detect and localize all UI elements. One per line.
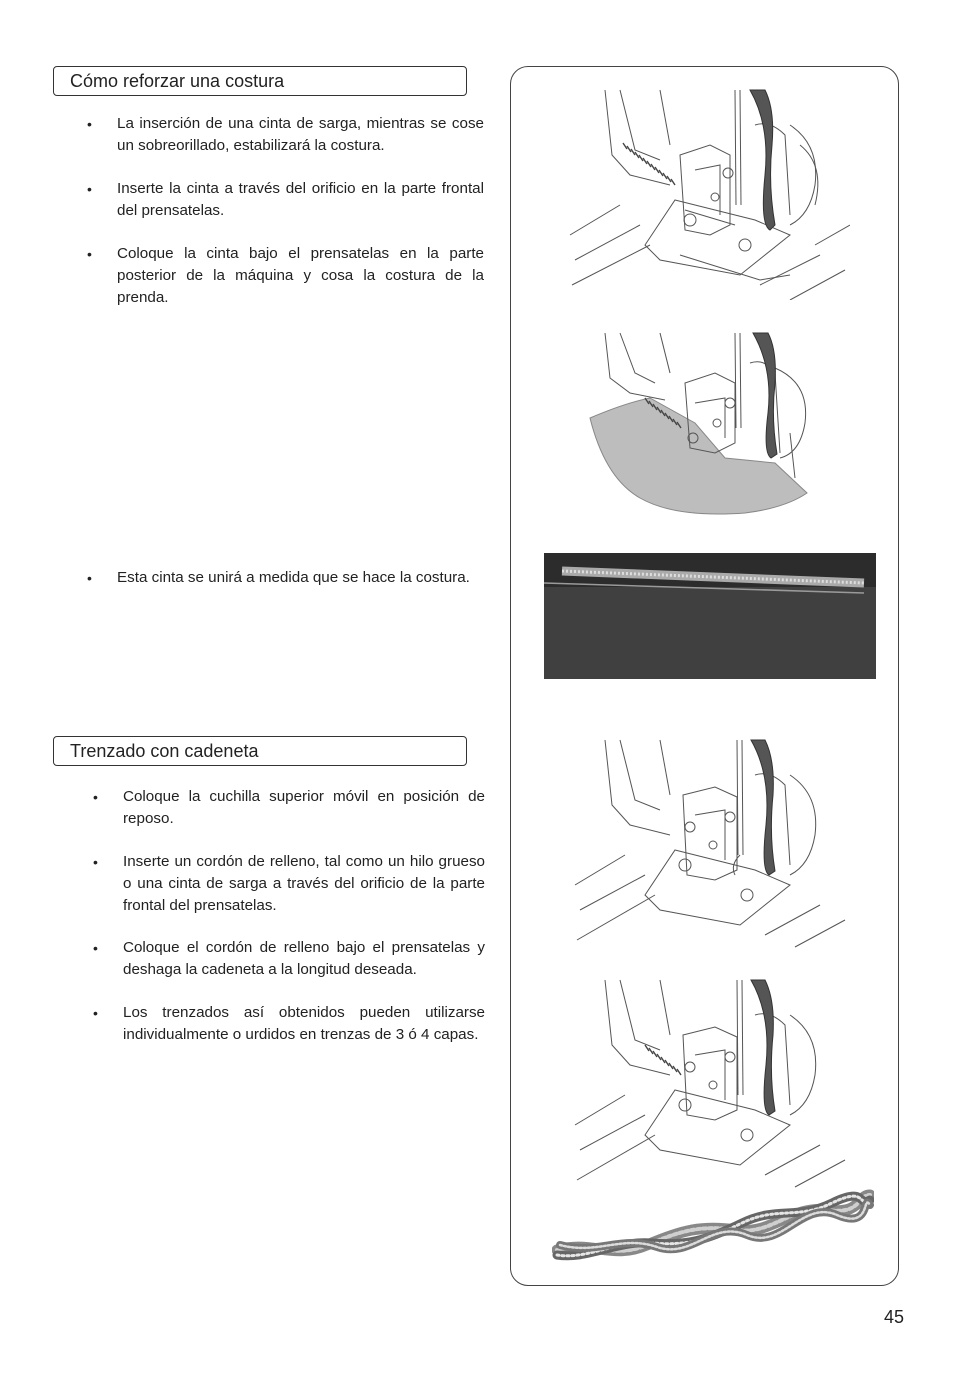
list-item: • Coloque la cinta bajo el prensatelas en la parte posterior de la máquina y cosa la costura de la prenda. [117, 243, 484, 309]
list-item: • Inserte un cordón de relleno, tal como un hilo grueso o una cinta de sarga a través del orificio de la parte frontal del prensatelas. [123, 851, 485, 917]
seam-sewing-illustration [585, 328, 810, 518]
page-number: 45 [884, 1307, 905, 1327]
list-item: • Los trenzados así obtenidos pueden utilizarse individualmente o urdidos en trenzas de 3 ó 4 capas. [123, 1002, 485, 1046]
tape-insertion-illustration [560, 85, 850, 300]
list-item: • Esta cinta se unirá a medida que se hace la costura. [117, 567, 484, 589]
cord-insertion-illustration [565, 735, 850, 950]
finished-braid-illustration [552, 1185, 874, 1270]
finished-seam-photo [544, 553, 876, 679]
list-item: • La inserción de una cinta de sarga, mientras se cose un sobreorillado, estabilizará la costura. [117, 113, 484, 157]
chain-braid-sewing-illustration [565, 975, 850, 1190]
list-item: • Coloque el cordón de relleno bajo el prensatelas y deshaga la cadeneta a la longitud deseada. [123, 937, 485, 981]
section-heading-reinforce-seam: Cómo reforzar una costura [53, 66, 467, 96]
list-item: • Inserte la cinta a través del orificio en la parte frontal del prensatelas. [117, 178, 484, 222]
list-item: • Coloque la cuchilla superior móvil en posición de reposo. [123, 786, 485, 830]
section-heading-chain-braid: Trenzado con cadeneta [53, 736, 467, 766]
